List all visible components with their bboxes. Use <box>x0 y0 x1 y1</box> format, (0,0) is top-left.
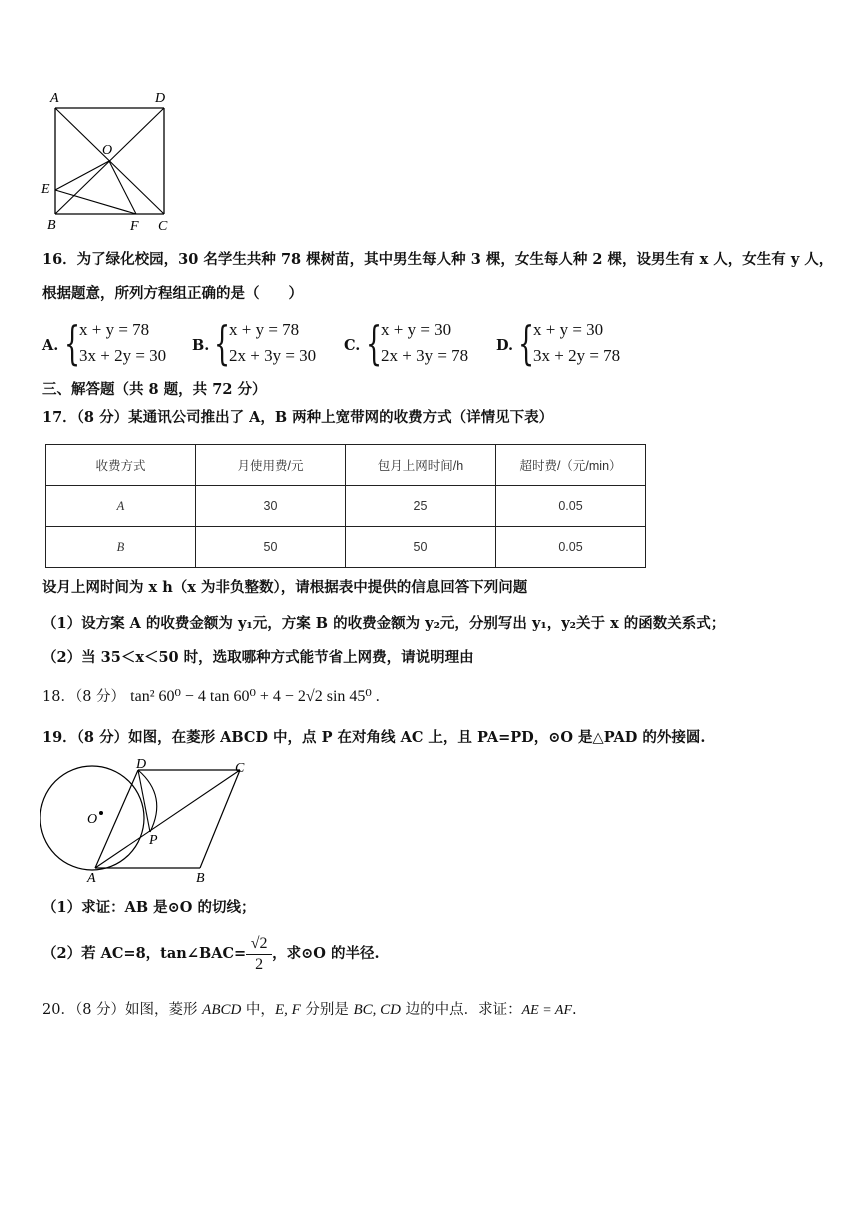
label-p: P <box>149 833 158 848</box>
label-f: F <box>130 219 139 234</box>
q18-expression: tan² 60⁰ − 4 tan 60⁰ + 4 − 2√2 sin 45⁰ . <box>130 688 380 705</box>
option-a-eq1: x + y = 78 <box>79 320 150 339</box>
fraction <box>246 934 272 975</box>
q20-ef: E, F <box>274 1002 301 1018</box>
q17-line2: 设月上网时间为 x h（x 为非负整数），请根据表中提供的信息回答下列问题 <box>42 579 528 596</box>
q17-stem: 17．（8 分）某通讯公司推出了 A，B 两种上宽带网的收费方式（详情见下表） <box>42 409 554 426</box>
q20-bccd: BC, CD <box>353 1002 401 1018</box>
q19-part2-post: ，求⊙O 的半径. <box>272 945 380 962</box>
label-b: B <box>47 218 56 233</box>
q17-part1: （1）设方案 A 的收费金额为 y₁元，方案 B 的收费金额为 y₂元，分别写出 y₁，y₂关于 x 的函数关系式； <box>42 615 726 632</box>
table-header-cell: 收费方式 <box>46 445 196 486</box>
fraction-denominator: 2 <box>255 955 264 973</box>
brace-b: { <box>214 316 231 370</box>
figure-rhombus-circle <box>40 756 260 886</box>
fraction-numerator: √2 <box>250 934 268 952</box>
table-header-cell: 包月上网时间/h <box>346 445 496 486</box>
figure-square-abcd <box>36 86 176 236</box>
option-a-letter[interactable]: A. <box>42 337 59 354</box>
table-cell: 25 <box>346 486 496 527</box>
table-header-cell: 月使用费/元 <box>196 445 346 486</box>
q20-mid3: 边的中点．求证： <box>401 1002 522 1018</box>
label-c: C <box>235 761 245 776</box>
q19-part2 <box>42 932 380 976</box>
q19-part2-pre: （2）若 AC=8，tan∠BAC= <box>42 945 247 962</box>
label-e: E <box>41 182 50 197</box>
table-header-cell: 超时费/（元/min） <box>496 445 646 486</box>
q20-end: . <box>572 1002 577 1018</box>
q18 <box>42 686 380 707</box>
option-a-eq2: 3x + 2y = 30 <box>79 346 167 365</box>
table-header-row <box>46 445 646 486</box>
table-row <box>46 527 646 568</box>
fee-table <box>45 444 646 568</box>
q16-stem-line1: 16．为了绿化校园，30 名学生共种 78 棵树苗，其中男生每人种 3 棵，女生每人种 2 棵，设男生有 x 人，女生有 y 人， <box>42 251 834 268</box>
q20-prefix: 20．（8 分）如图，菱形 <box>42 1002 203 1018</box>
q16-options <box>42 318 842 372</box>
q20-abcd: ABCD <box>202 1002 242 1018</box>
option-d-letter[interactable]: D. <box>496 337 514 354</box>
brace-a: { <box>64 316 81 370</box>
option-d-eq1: x + y = 30 <box>533 320 604 339</box>
q19-part1: （1）求证：AB 是⊙O 的切线； <box>42 899 256 916</box>
option-c-eq1: x + y = 30 <box>381 320 452 339</box>
label-a: A <box>87 871 96 886</box>
table-cell: 0.05 <box>496 486 646 527</box>
option-d-eq2: 3x + 2y = 78 <box>533 346 621 365</box>
q16-stem-line2: 根据题意，所列方程组正确的是（ ） <box>42 285 303 302</box>
section-3-heading: 三、解答题（共 8 题，共 72 分） <box>42 381 267 398</box>
q20-claim: AE = AF <box>521 1003 573 1018</box>
option-b-letter[interactable]: B. <box>192 337 210 354</box>
table-cell: 50 <box>196 527 346 568</box>
option-b-eq1: x + y = 78 <box>229 320 300 339</box>
table-cell: B <box>46 527 196 568</box>
q18-prefix: 18．（8 分） <box>42 689 126 705</box>
q17-part2: （2）当 35＜x＜50 时，选取哪种方式能节省上网费，请说明理由 <box>42 649 474 666</box>
q20-mid2: 分别是 <box>300 1002 354 1018</box>
option-c-letter[interactable]: C. <box>344 337 361 354</box>
brace-d: { <box>518 316 535 370</box>
table-cell: 0.05 <box>496 527 646 568</box>
label-o: O <box>102 143 113 158</box>
table-cell: A <box>46 486 196 527</box>
table-cell: 30 <box>196 486 346 527</box>
q20-mid1: 中， <box>241 1002 275 1018</box>
label-c: C <box>158 219 168 234</box>
label-b: B <box>196 871 205 886</box>
label-o: O <box>87 812 98 827</box>
q20 <box>42 1000 577 1021</box>
label-a: A <box>50 91 59 106</box>
option-c-eq2: 2x + 3y = 78 <box>381 346 469 365</box>
brace-c: { <box>366 316 383 370</box>
label-d: D <box>155 91 166 106</box>
table-cell: 50 <box>346 527 496 568</box>
option-b-eq2: 2x + 3y = 30 <box>229 346 317 365</box>
q19-stem: 19．（8 分）如图，在菱形 ABCD 中，点 P 在对角线 AC 上，且 PA=PD，⊙O 是△PAD 的外接圆. <box>42 729 706 746</box>
label-d: D <box>136 757 147 772</box>
table-row <box>46 486 646 527</box>
